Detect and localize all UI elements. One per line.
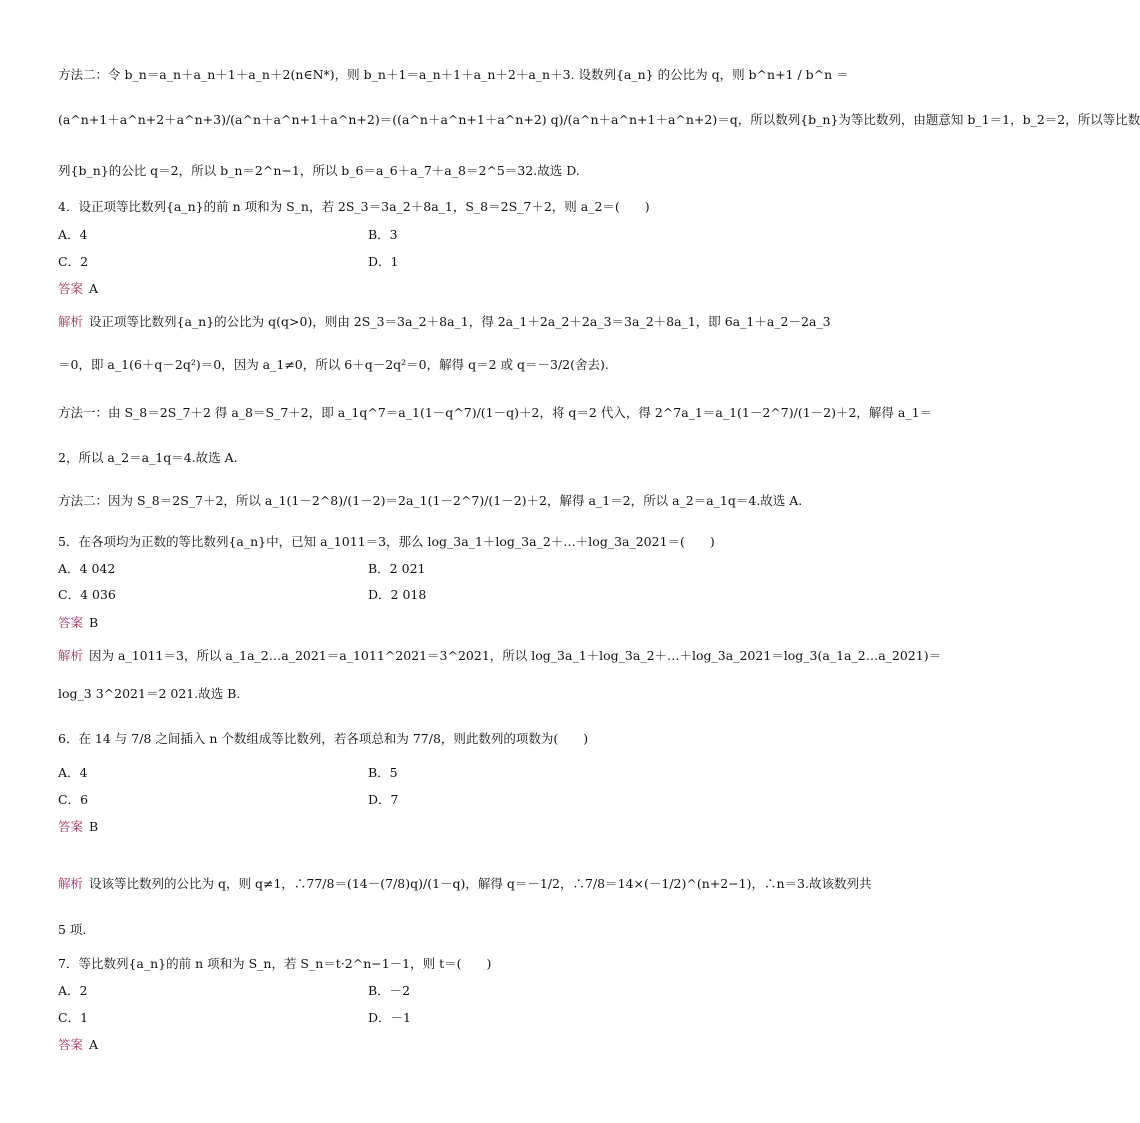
question-6: 6．在 14 与 7/8 之间插入 n 个数组成等比数列，若各项总和为 77/8，则此数列的项数为( ) (58, 731, 589, 746)
q6-solution-text-1: 设该等比数列的公比为 q，则 q≠1，∴77/8＝(14－(7/8)q)/(1－q)，解得 q＝－1/2，∴7/8＝14×(－1/2)^(n+2−1)，∴n＝3.故该数列共 (89, 876, 872, 891)
q4-method-two: 方法二：因为 S_8＝2S_7＋2，所以 a_1(1－2^8)/(1－2)＝2a_1(1－2^7)/(1－2)＋2，解得 a_1＝2，所以 a_2＝a_1q＝4.故选 A. (58, 493, 803, 508)
answer-label: 答案 (58, 615, 84, 630)
q4-solution-text-1: 设正项等比数列{a_n}的公比为 q(q>0)，则由 2S_3＝3a_2＋8a_1，得 2a_1＋2a_2＋2a_3＝3a_2＋8a_1，即 6a_1＋a_2－2a_3 (89, 314, 831, 329)
answer-label: 答案 (58, 819, 84, 834)
q6-answer-row (58, 819, 738, 835)
answer-label: 答案 (58, 1037, 84, 1052)
q4-option-b: B．3 (368, 227, 398, 242)
q7-option-c: C．1 (58, 1010, 89, 1025)
answer-label: 答案 (58, 281, 84, 296)
q7-option-b: B．－2 (368, 983, 411, 998)
q4-solution-row-1 (58, 314, 831, 330)
answer-value: B (89, 615, 99, 630)
q4-solution-row-2: ＝0，即 a_1(6＋q－2q²)＝0，因为 a_1≠0，所以 6＋q－2q²＝0，解得 q＝2 或 q＝－3/2(舍去). (58, 357, 609, 372)
question-7: 7．等比数列{a_n}的前 n 项和为 S_n，若 S_n＝t·2^n−1－1，则 t＝( ) (58, 956, 492, 971)
solution-label: 解析 (58, 648, 84, 663)
q4-method-one-2: 2，所以 a_2＝a_1q＝4.故选 A. (58, 450, 238, 465)
q7-answer-row (58, 1037, 738, 1053)
q5-solution-text-1: 因为 a_1011＝3，所以 a_1a_2…a_2021＝a_1011^2021＝3^2021，所以 log_3a_1＋log_3a_2＋…＋log_3a_2021＝log_3(a_1a_2…a_2021)＝ (89, 648, 942, 663)
question-4: 4．设正项等比数列{a_n}的前 n 项和为 S_n，若 2S_3＝3a_2＋8a_1，S_8＝2S_7＋2，则 a_2＝( ) (58, 199, 650, 214)
method-two-line-2: (a^n+1＋a^n+2＋a^n+3)/(a^n＋a^n+1＋a^n+2)＝((a^n＋a^n+1＋a^n+2) q)/(a^n＋a^n+1＋a^n+2)＝q，所以数列{b_n}为等比数列，由题意知 b_1＝1，b_2＝2，所以等比数 (58, 112, 1140, 127)
q5-option-d: D．2 018 (368, 587, 427, 602)
q4-method-one-1: 方法一：由 S_8＝2S_7＋2 得 a_8＝S_7＋2，即 a_1q^7＝a_1(1－q^7)/(1－q)＋2，将 q＝2 代入，得 2^7a_1＝a_1(1－2^7)/(1－2)＋2，解得 a_1＝ (58, 405, 933, 420)
question-5: 5．在各项均为正数的等比数列{a_n}中，已知 a_1011＝3，那么 log_3a_1＋log_3a_2＋…＋log_3a_2021＝( ) (58, 534, 715, 549)
q5-solution-row-1 (58, 648, 942, 664)
q7-option-d: D．－1 (368, 1010, 411, 1025)
q6-option-b: B．5 (368, 765, 398, 780)
solution-label: 解析 (58, 314, 84, 329)
method-two-line-3: 列{b_n}的公比 q＝2，所以 b_n＝2^n−1，所以 b_6＝a_6＋a_7＋a_8＝2^5＝32.故选 D. (58, 163, 580, 178)
q5-solution-row-2: log_3 3^2021＝2 021.故选 B. (58, 686, 241, 701)
q5-answer-row (58, 615, 738, 631)
q6-option-a: A．4 (58, 765, 88, 780)
q6-option-c: C．6 (58, 792, 89, 807)
q7-option-a: A．2 (58, 983, 88, 998)
q6-option-d: D．7 (368, 792, 399, 807)
q4-answer-row (58, 281, 738, 297)
q6-solution-row-2: 5 项. (58, 922, 87, 937)
q4-option-c: C．2 (58, 254, 89, 269)
q4-option-a: A．4 (58, 227, 88, 242)
q5-option-a: A．4 042 (58, 561, 116, 576)
q6-solution-row-1 (58, 876, 872, 892)
answer-value: A (89, 281, 99, 296)
q5-option-b: B．2 021 (368, 561, 426, 576)
q4-option-d: D．1 (368, 254, 399, 269)
answer-value: A (89, 1037, 99, 1052)
q5-option-c: C．4 036 (58, 587, 116, 602)
solution-label: 解析 (58, 876, 84, 891)
method-two-line-1: 方法二：令 b_n＝a_n＋a_n＋1＋a_n＋2(n∈N*)，则 b_n＋1＝a_n＋1＋a_n＋2＋a_n＋3. 设数列{a_n} 的公比为 q，则 b^n+1 / b^n ＝ (58, 67, 849, 82)
answer-value: B (89, 819, 99, 834)
